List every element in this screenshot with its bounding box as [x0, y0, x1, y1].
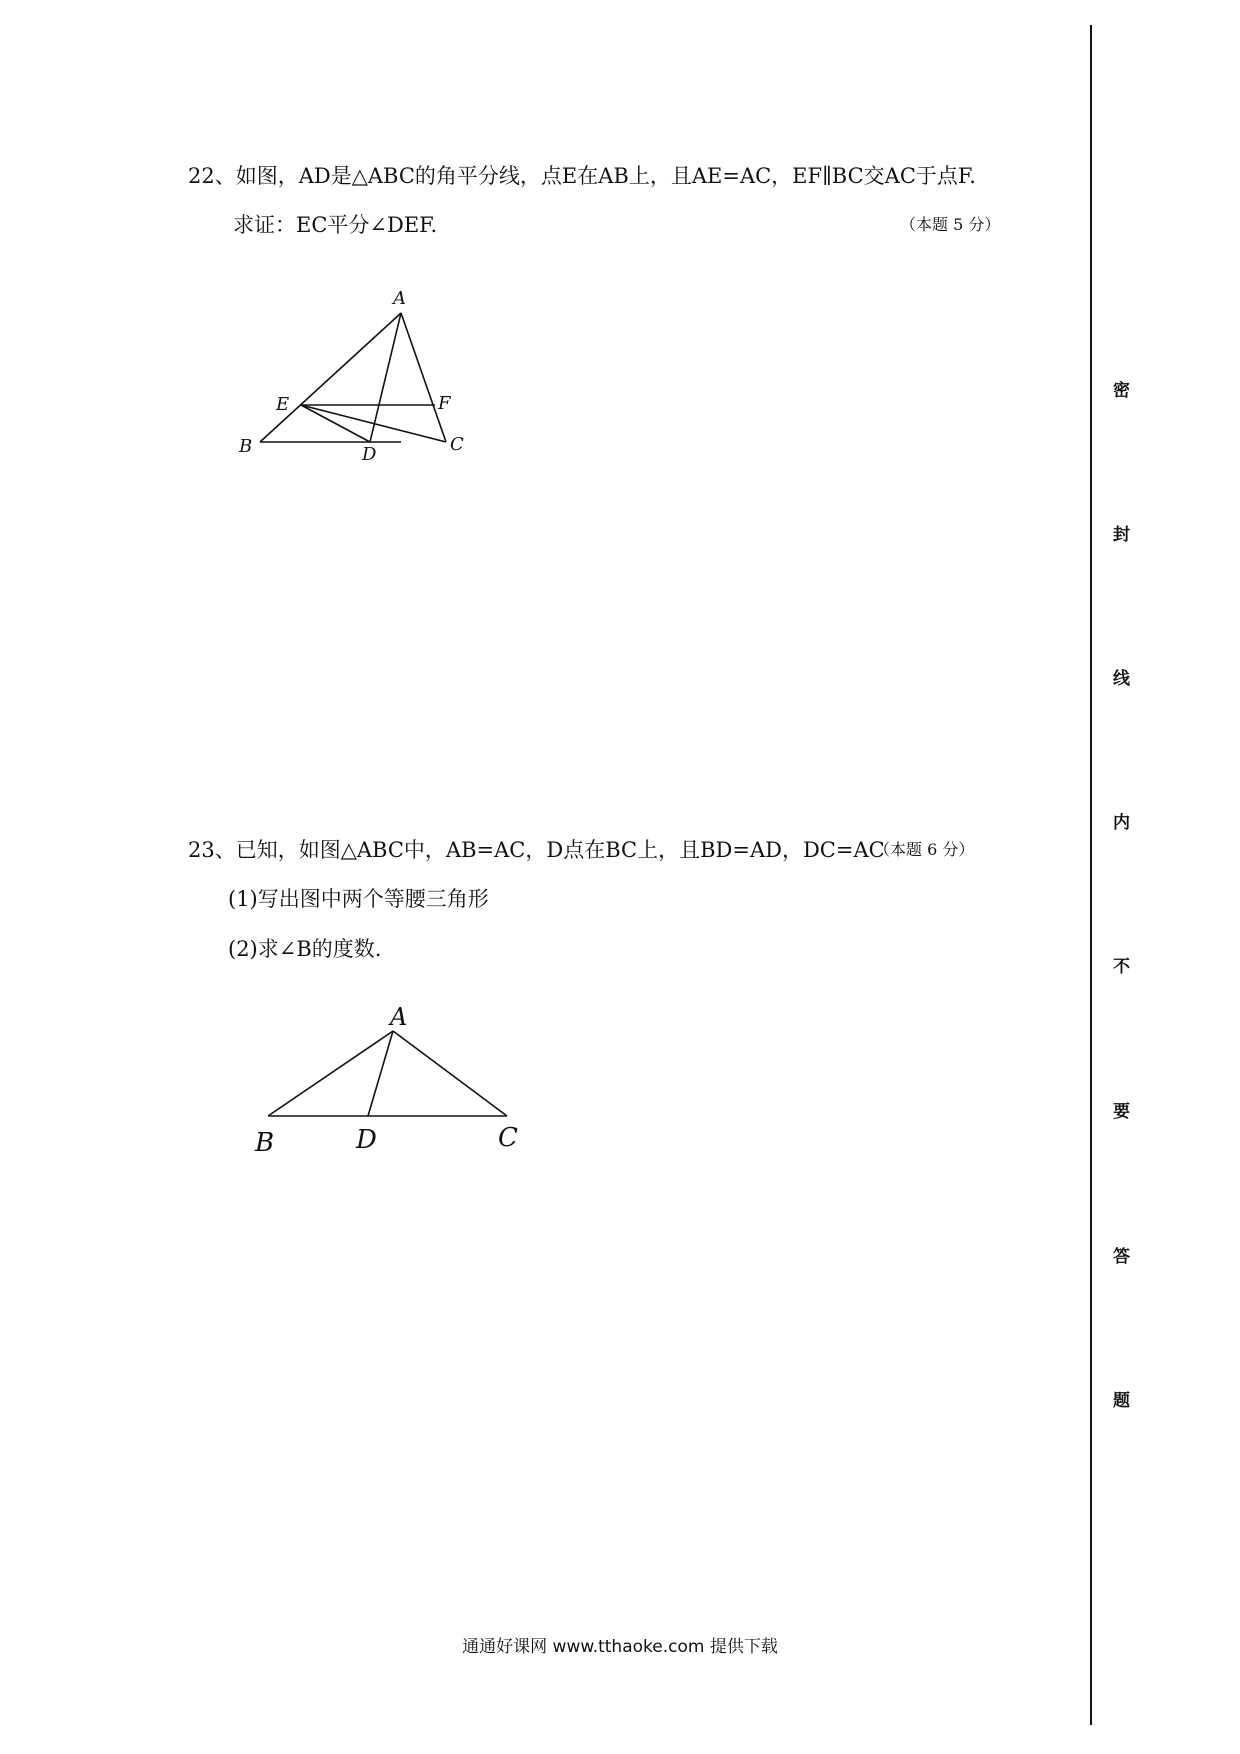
q23-stem: 23、已知，如图△ABC中，AB=AC，D点在BC上，且BD=AD，DC=AC: [188, 838, 885, 862]
segment-ab: [260, 313, 401, 442]
segment-ab: [268, 1031, 393, 1116]
seal-char-6: 要: [1113, 1102, 1130, 1122]
seal-char-5: 不: [1113, 957, 1130, 977]
segment-ac: [401, 313, 446, 442]
seal-char-1: 密: [1113, 381, 1130, 401]
segment-ed: [301, 405, 370, 442]
label-c: C: [498, 1123, 518, 1153]
label-a: A: [390, 1003, 408, 1031]
q23-part-1: (1)写出图中两个等腰三角形: [228, 887, 489, 911]
label-d: D: [362, 444, 377, 460]
label-d: D: [356, 1125, 377, 1155]
segment-ac: [393, 1031, 507, 1116]
seal-char-3: 线: [1113, 669, 1130, 689]
label-b: B: [239, 436, 253, 457]
segment-ad: [370, 313, 401, 442]
segment-ad: [368, 1031, 393, 1116]
footer-credit: 通通好课网 www.tthaoke.com 提供下载: [462, 1637, 778, 1657]
q22-points: （本题 5 分）: [900, 215, 1001, 234]
label-c: C: [450, 434, 464, 455]
q23-figure: [245, 1000, 540, 1160]
label-e: E: [276, 394, 290, 415]
label-a: A: [393, 288, 406, 309]
q23-points: （本题 6 分）: [874, 840, 975, 859]
label-b: B: [255, 1128, 275, 1158]
seal-char-7: 答: [1113, 1247, 1130, 1267]
seal-char-4: 内: [1113, 813, 1130, 833]
binding-line: [1090, 25, 1092, 1725]
label-f: F: [438, 393, 451, 414]
q22-prove-statement: 求证：EC平分∠DEF.: [233, 213, 438, 237]
q23-part-2: (2)求∠B的度数.: [228, 937, 382, 961]
q22-figure: [230, 285, 480, 460]
seal-char-2: 封: [1113, 525, 1130, 545]
q22-stem: 22、如图，AD是△ABC的角平分线，点E在AB上，且AE=AC，EF∥BC交AC于点F.: [188, 164, 976, 188]
segment-ec: [301, 405, 446, 442]
seal-char-8: 题: [1113, 1391, 1130, 1411]
